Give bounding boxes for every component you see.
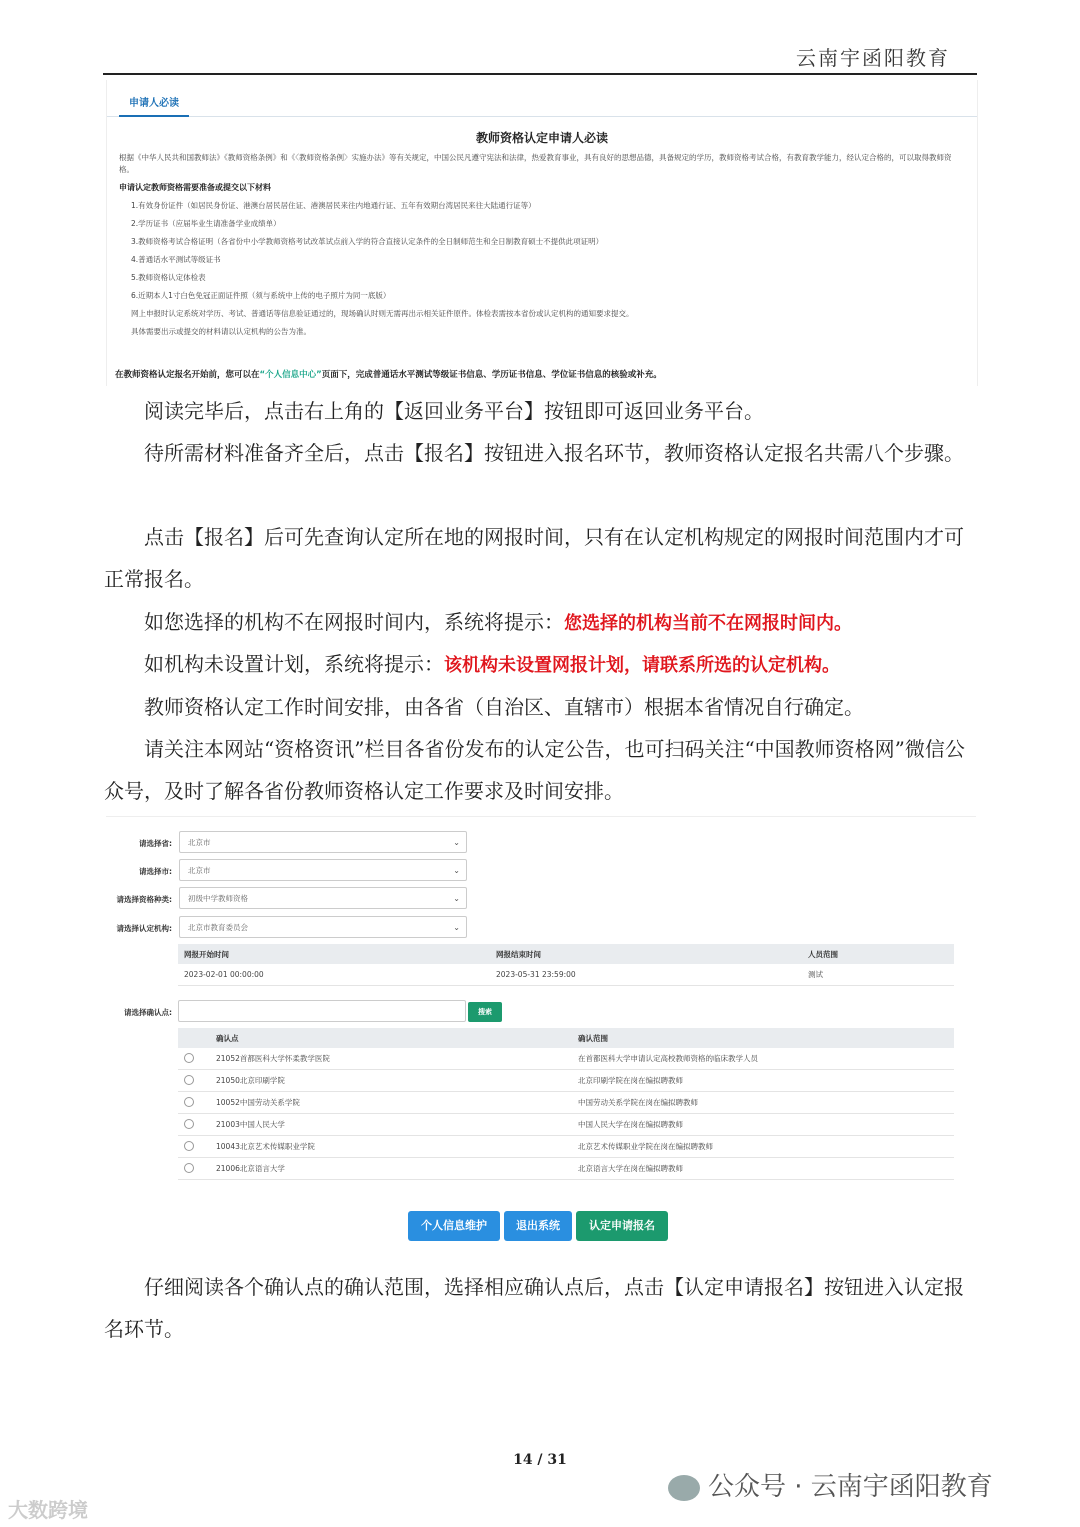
personal-info-button[interactable]: 个人信息维护 [408,1211,500,1241]
time-header: 网报开始时间 [178,944,490,964]
paragraph-schedule: 教师资格认定工作时间安排，由各省（自治区、直辖市）根据本省情况自行确定。 [144,695,864,719]
notice-screenshot [106,80,978,386]
material-item: 2.学历证书（应届毕业生请准备学业成绩单） [131,219,281,228]
materials-heading: 申请认定教师资格需要准备或提交以下材料 [119,183,271,192]
material-item: 5.教师资格认定体检表 [131,273,206,282]
time-table [178,944,954,986]
range-cell: 中国人民大学在岗在编拟聘教师 [572,1114,954,1136]
paragraph-return: 阅读完毕后，点击右上角的【返回业务平台】按钮即可返回业务平台。 [144,399,764,423]
start-time-cell: 2023-02-01 00:00:00 [178,964,490,986]
point-cell: 21006北京语言大学 [210,1158,572,1180]
alert-plan-pre: 如机构未设置计划，系统将提示： [144,652,444,676]
range-cell: 北京印刷学院在岗在编拟聘教师 [572,1070,954,1092]
city-select[interactable]: 北京市 ⌄ [179,859,467,881]
search-input[interactable] [178,1000,466,1022]
table-row [178,964,954,986]
material-item: 具体需要出示或提交的材料请以认定机构的公告为准。 [131,327,311,336]
province-select[interactable]: 北京市 ⌄ [179,831,467,853]
point-radio-cell [178,1136,210,1158]
tab-applicant-notice[interactable]: 申请人必读 [119,94,189,117]
institution-label: 请选择认定机构: [116,924,172,933]
wechat-watermark [668,1466,993,1503]
table-row[interactable] [178,1048,954,1070]
notice-footer-pre: 在教师资格认定报名开始前，您可以在 [115,370,260,380]
point-radio[interactable] [184,1163,194,1173]
header-org: 云南宇函阳教育 [796,46,950,70]
paragraph-alert-plan [104,643,978,687]
institution-select[interactable]: 北京市教育委员会 ⌄ [179,916,467,938]
point-radio[interactable] [184,1119,194,1129]
point-radio[interactable] [184,1053,194,1063]
point-radio[interactable] [184,1097,194,1107]
chevron-down-icon: ⌄ [453,838,460,847]
range-cell: 北京艺术传媒职业学院在岗在编拟聘教师 [572,1136,954,1158]
search-button[interactable]: 搜索 [468,1002,502,1022]
material-item: 1.有效身份证件（如居民身份证、港澳台居民居住证、港澳居民来往内地通行证、五年有效期台湾居民来往大陆通行证等） [131,201,536,210]
table-row[interactable] [178,1114,954,1136]
table-row[interactable] [178,1136,954,1158]
province-label: 请选择省: [139,839,172,848]
notice-footer [115,368,662,380]
point-radio-cell [178,1070,210,1092]
time-header: 人员范围 [802,944,954,964]
paragraph-steps: 待所需材料准备齐全后，点击【报名】按钮进入报名环节，教师资格认定报名共需八个步骤。 [144,441,964,465]
table-row[interactable] [178,1092,954,1114]
alert-plan-message: 该机构未设置网报计划，请联系所选的认定机构。 [444,655,840,676]
point-cell: 21052首都医科大学怀柔教学医院 [210,1048,572,1070]
range-header: 确认范围 [572,1028,954,1048]
apply-register-button[interactable]: 认定申请报名 [576,1211,668,1241]
wechat-icon [668,1475,700,1501]
material-item: 网上申报时认定系统对学历、考试、普通话等信息验证通过的，现场确认时则无需再出示相关证件原件。体检表需按本省份或认定机构的通知要求提交。 [131,309,634,318]
point-cell: 10043北京艺术传媒职业学院 [210,1136,572,1158]
notice-intro: 根据《中华人民共和国教师法》《教师资格条例》和《〈教师资格条例〉实施办法》等有关规定，中国公民凡遵守宪法和法律，热爱教育事业，具有良好的思想品德，具备规定的学历，教师资格考试合格，有教育教学能力，经认定合格的，可以取得教师资格。 [119,153,952,174]
paragraph-confirm-point: 仔细阅读各个确认点的确认范围，选择相应确认点后，点击【认定申请报名】按钮进入认定报名环节。 [104,1275,964,1341]
registration-screenshot [106,816,976,1257]
page-number: 14 / 31 [513,1452,567,1468]
scope-cell: 测试 [802,964,954,986]
alert-time-pre: 如您选择的机构不在网报时间内，系统将提示： [144,610,564,634]
chevron-down-icon: ⌄ [453,894,460,903]
paragraph-alert-time [104,601,978,645]
point-header: 确认点 [210,1028,572,1048]
range-cell: 在首都医科大学申请认定高校教师资格的临床教学人员 [572,1048,954,1070]
notice-footer-post: 页面下，完成普通话水平测试等级证书信息、学历证书信息、学位证书信息的核验或补充。 [321,370,662,380]
watermark-text: 公众号 · 云南宇函阳教育 [708,1472,993,1502]
paragraph-time-window: 点击【报名】后可先查询认定所在地的网报时间，只有在认定机构规定的网报时间范围内才可正常报名。 [104,525,964,591]
material-item: 4.普通话水平测试等级证书 [131,255,221,264]
point-radio[interactable] [184,1141,194,1151]
material-item: 6.近期本人1寸白色免冠正面证件照（须与系统中上传的电子照片为同一底版） [131,291,391,300]
chevron-down-icon: ⌄ [453,923,460,932]
point-radio-cell [178,1158,210,1180]
qualification-select[interactable]: 初级中学教师资格 ⌄ [179,887,467,909]
personal-center-link[interactable]: “个人信息中心” [259,370,322,380]
material-item: 3.教师资格考试合格证明（各省份中小学教师资格考试改革试点前入学的符合直接认定条件的全日制师范生和全日制教育硕士不提供此项证明） [131,237,604,246]
notice-tabbar [107,80,977,117]
notice-title: 教师资格认定申请人必读 [475,131,608,145]
point-cell: 21003中国人民大学 [210,1114,572,1136]
table-row[interactable] [178,1158,954,1180]
qualification-label: 请选择资格种类: [116,895,172,904]
end-time-cell: 2023-05-31 23:59:00 [490,964,802,986]
city-label: 请选择市: [139,867,172,876]
corner-watermark: 大数跨境 [8,1498,88,1522]
point-cell: 10052中国劳动关系学院 [210,1092,572,1114]
paragraph-follow: 请关注本网站“资格资讯”栏目各省份发布的认定公告，也可扫码关注“中国教师资格网”微信公众号，及时了解各省份教师资格认定工作要求及时间安排。 [104,737,965,803]
radio-header [178,1028,210,1048]
point-radio-cell [178,1048,210,1070]
point-radio-cell [178,1092,210,1114]
header-divider [103,73,977,75]
table-row[interactable] [178,1070,954,1092]
range-cell: 北京语言大学在岗在编拟聘教师 [572,1158,954,1180]
search-label: 请选择确认点: [124,1008,172,1017]
point-radio[interactable] [184,1075,194,1085]
range-cell: 中国劳动关系学院在岗在编拟聘教师 [572,1092,954,1114]
point-radio-cell [178,1114,210,1136]
point-cell: 21050北京印刷学院 [210,1070,572,1092]
chevron-down-icon: ⌄ [453,866,460,875]
time-header: 网报结束时间 [490,944,802,964]
logout-button[interactable]: 退出系统 [504,1211,572,1241]
alert-time-message: 您选择的机构当前不在网报时间内。 [564,613,852,634]
confirm-point-table [178,1028,954,1180]
